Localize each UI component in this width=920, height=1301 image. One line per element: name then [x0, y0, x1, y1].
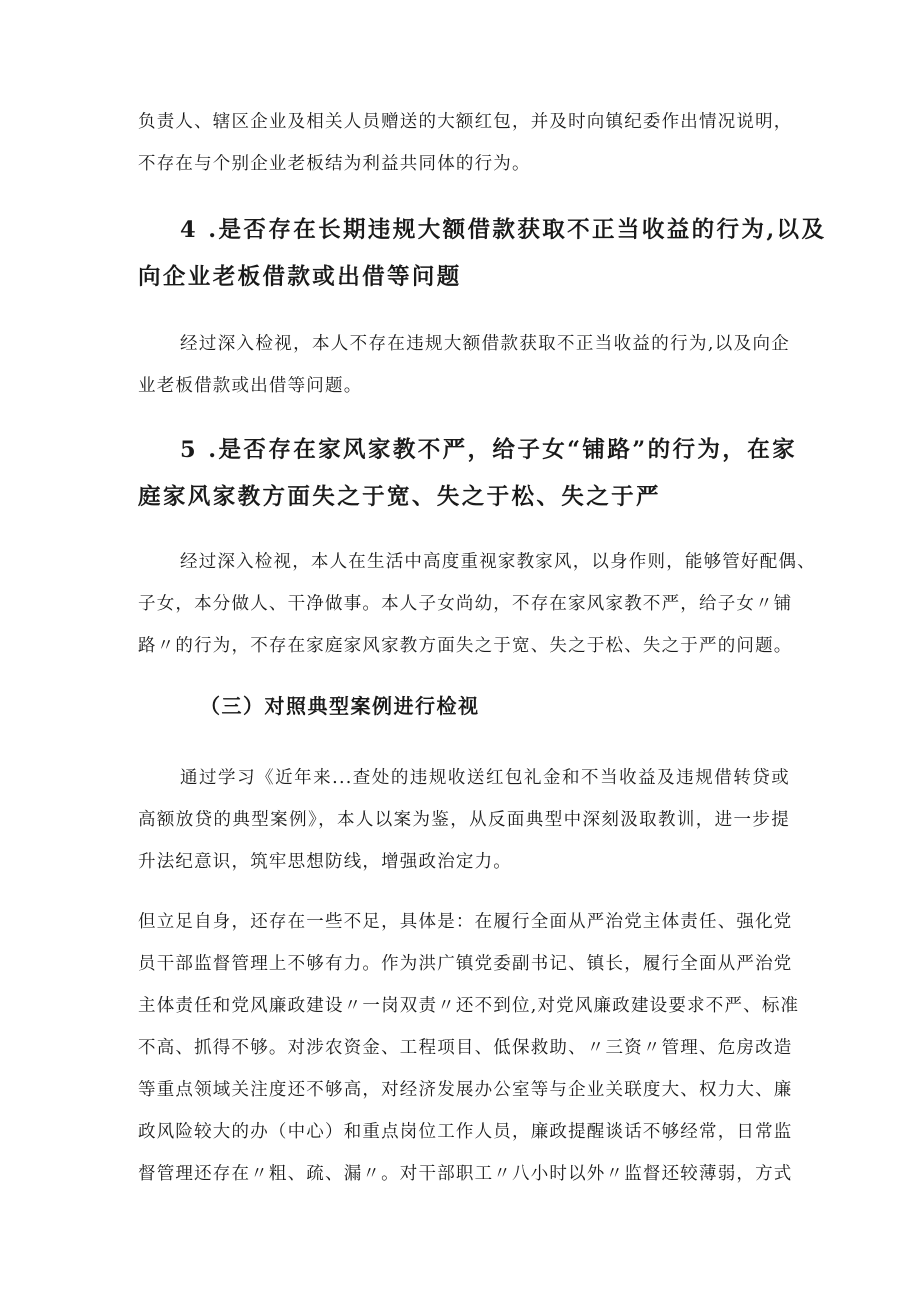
answer-4-line-1: 经过深入检视，本人不存在违规大额借款获取不正当收益的行为,以及向企	[180, 334, 790, 354]
case-study-line-1: 通过学习《近年来...查处的违规收送红包礼金和不当收益及违规借转贷或	[180, 768, 790, 788]
answer-5-line-2: 子女，本分做人、干净做事。本人子女尚幼，不存在家风家教不严，给子女〃铺	[138, 594, 793, 614]
heading-5-line-2: 庭家风家教方面失之于宽、失之于松、失之于严	[138, 484, 661, 510]
heading-4-line-2: 向企业老板借款或出借等问题	[138, 264, 462, 290]
shortcomings-line-3: 主体责任和党风廉政建设〃一岗双责〃还不到位,对党风廉政建设要求不严、标准	[138, 996, 800, 1016]
answer-5-line-3: 路〃的行为，不存在家庭家风家教方面失之于宽、失之于松、失之于严的问题。	[138, 636, 793, 656]
case-study-line-3: 升法纪意识，筑牢思想防线，增强政治定力。	[138, 852, 512, 872]
intro-line-2: 不存在与个别企业老板结为利益共同体的行为。	[138, 154, 531, 174]
case-study-line-2: 高额放贷的典型案例》，本人以案为鉴，从反面典型中深刻汲取教训，进一步提	[138, 810, 790, 830]
intro-line-1: 负责人、辖区企业及相关人员赠送的大额红包，并及时向镇纪委作出情况说明，	[138, 112, 793, 132]
shortcomings-line-7: 督管理还存在〃粗、疏、漏〃。对干部职工〃八小时以外〃监督还较薄弱，方式	[138, 1164, 793, 1184]
section-3-heading: （三）对照典型案例进行检视	[200, 694, 480, 718]
answer-4-line-2: 业老板借款或出借等问题。	[138, 376, 363, 396]
shortcomings-line-6: 政风险较大的办（中心）和重点岗位工作人员，廉政提醒谈话不够经常，日常监	[138, 1122, 793, 1142]
shortcomings-line-1: 但立足自身，还存在一些不足，具体是：在履行全面从严治党主体责任、强化党	[138, 912, 793, 932]
shortcomings-line-2: 员干部监督管理上不够有力。作为洪广镇党委副书记、镇长，履行全面从严治党	[138, 954, 793, 974]
heading-5-line-1: 5 .是否存在家风家教不严，给子女“铺路”的行为，在家	[180, 437, 798, 463]
heading-4-line-1: 4 .是否存在长期违规大额借款获取不正当收益的行为,以及	[180, 217, 827, 243]
shortcomings-line-4: 不高、抓得不够。对涉农资金、工程项目、低保救助、〃三资〃管理、危房改造	[138, 1038, 793, 1058]
shortcomings-line-5: 等重点领域关注度还不够高，对经济发展办公室等与企业关联度大、权力大、廉	[138, 1080, 793, 1100]
answer-5-line-1: 经过深入检视，本人在生活中高度重视家教家风，以身作则，能够管好配偶、	[180, 552, 816, 572]
